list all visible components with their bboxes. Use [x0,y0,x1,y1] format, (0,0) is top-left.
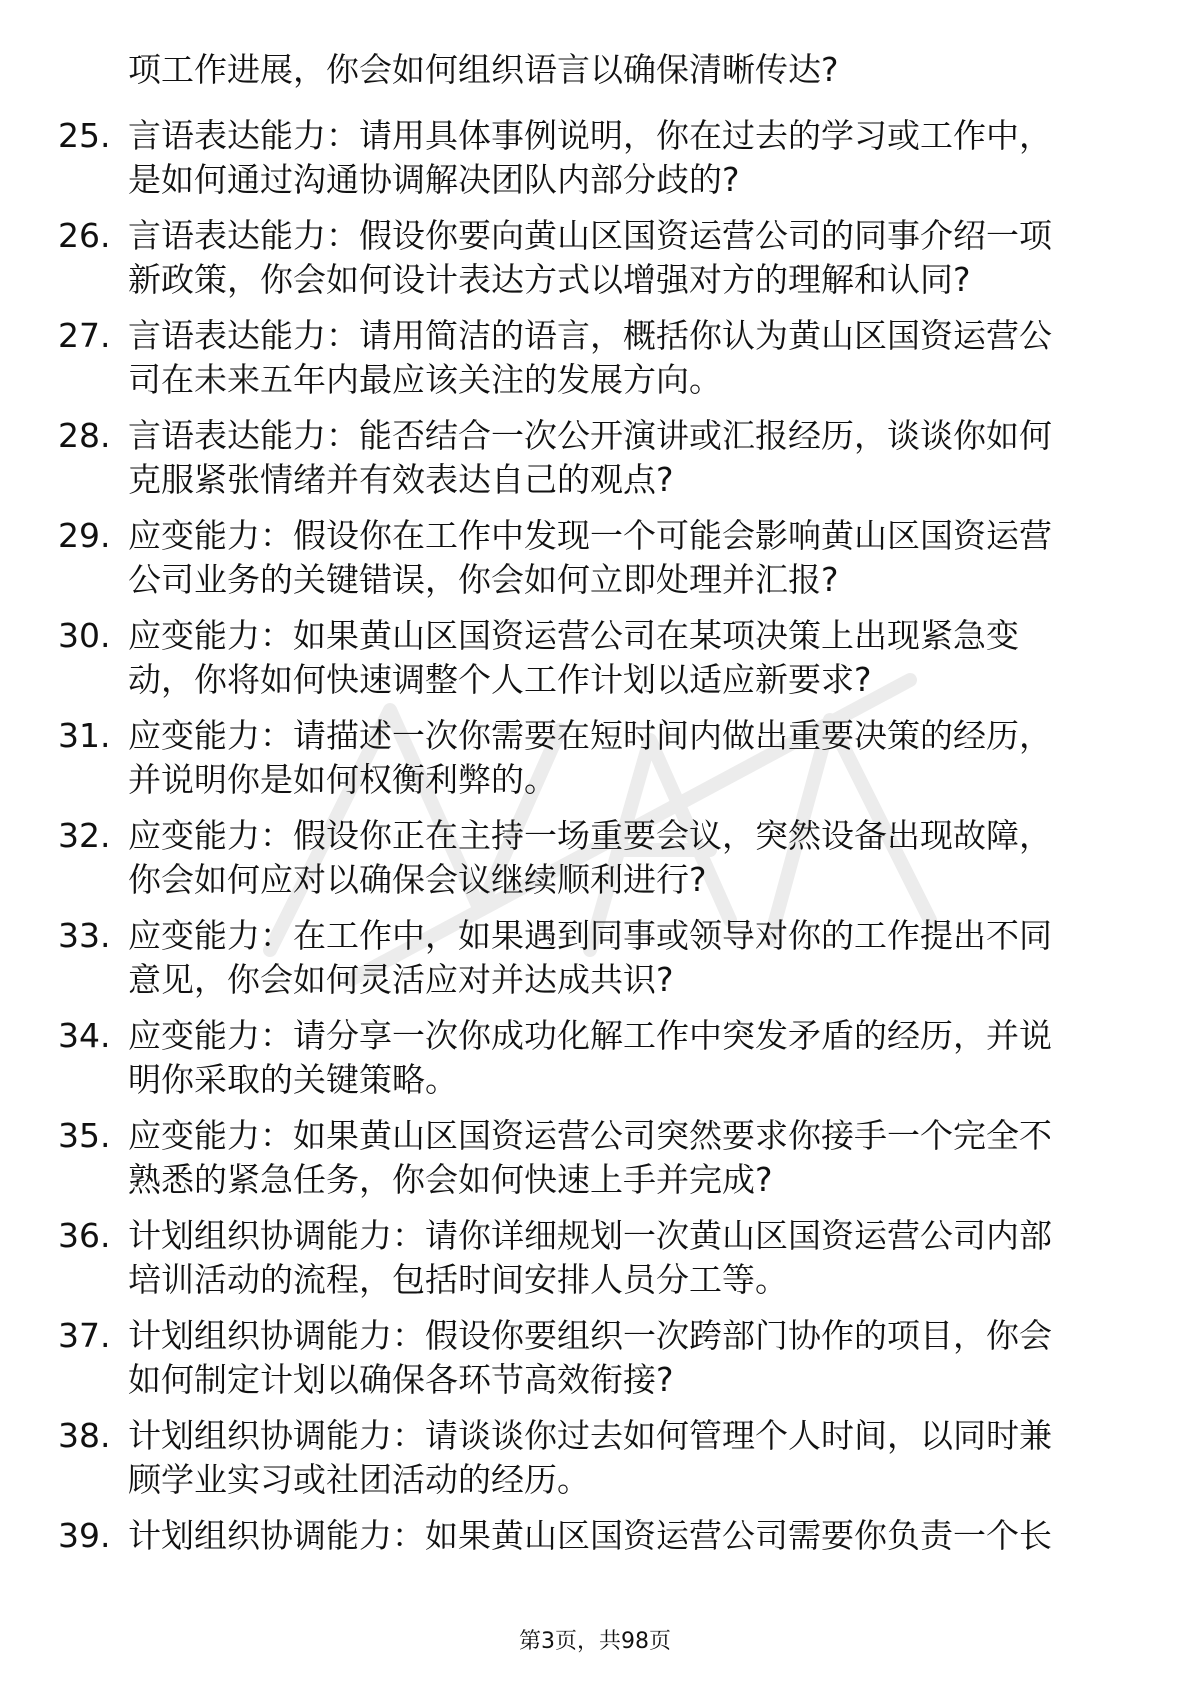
question-item [0,814,1190,914]
question-item [0,514,1190,614]
question-text-line: 应变能力：如果黄山区国资运营公司在某项决策上出现紧急变 [128,616,1019,655]
question-number: 30. [58,616,111,655]
question-number: 38. [58,1416,111,1455]
question-number: 34. [58,1016,111,1055]
question-number: 28. [58,416,111,455]
question-text-line: 应变能力：在工作中，如果遇到同事或领导对你的工作提出不同 [128,916,1052,955]
page-footer: 第3页，共98页 [519,1629,671,1654]
question-text-line: 如何制定计划以确保各环节高效衔接? [128,1360,674,1399]
question-item [0,1214,1190,1314]
question-list [0,114,1190,1614]
question-text-line: 应变能力：假设你在工作中发现一个可能会影响黄山区国资运营 [128,516,1052,555]
question-number: 39. [58,1516,111,1555]
question-number: 37. [58,1316,111,1355]
question-number: 27. [58,316,111,355]
question-text-line: 言语表达能力：请用具体事例说明，你在过去的学习或工作中， [128,116,1052,155]
question-text-line: 顾学业实习或社团活动的经历。 [128,1460,590,1499]
question-item [0,1114,1190,1214]
question-item [0,614,1190,714]
question-number: 31. [58,716,111,755]
question-text-line: 培训活动的流程，包括时间安排人员分工等。 [128,1260,788,1299]
question-number: 36. [58,1216,111,1255]
question-item [0,214,1190,314]
continuation-line: 项工作进展，你会如何组织语言以确保清晰传达? [128,50,839,89]
question-item [0,1414,1190,1514]
question-text-line: 应变能力：假设你正在主持一场重要会议，突然设备出现故障， [128,816,1052,855]
question-number: 33. [58,916,111,955]
question-text-line: 应变能力：请分享一次你成功化解工作中突发矛盾的经历，并说 [128,1016,1052,1055]
question-text-line: 动，你将如何快速调整个人工作计划以适应新要求? [128,660,872,699]
question-item [0,714,1190,814]
question-text-line: 新政策，你会如何设计表达方式以增强对方的理解和认同? [128,260,971,299]
question-number: 26. [58,216,111,255]
question-text-line: 意见，你会如何灵活应对并达成共识? [128,960,674,999]
question-item [0,1514,1190,1614]
question-text-line: 公司业务的关键错误，你会如何立即处理并汇报? [128,560,839,599]
question-text-line: 克服紧张情绪并有效表达自己的观点? [128,460,674,499]
question-item [0,1014,1190,1114]
question-text-line: 言语表达能力：能否结合一次公开演讲或汇报经历，谈谈你如何 [128,416,1052,455]
question-number: 35. [58,1116,111,1155]
question-number: 32. [58,816,111,855]
question-item [0,314,1190,414]
question-text-line: 熟悉的紧急任务，你会如何快速上手并完成? [128,1160,773,1199]
question-text-line: 是如何通过沟通协调解决团队内部分歧的? [128,160,740,199]
question-item [0,914,1190,1014]
question-text-line: 计划组织协调能力：如果黄山区国资运营公司需要你负责一个长 [128,1516,1052,1555]
question-item [0,114,1190,214]
question-text-line: 应变能力：如果黄山区国资运营公司突然要求你接手一个完全不 [128,1116,1052,1155]
question-text-line: 应变能力：请描述一次你需要在短时间内做出重要决策的经历， [128,716,1052,755]
question-text-line: 计划组织协调能力：请谈谈你过去如何管理个人时间，以同时兼 [128,1416,1052,1455]
question-text-line: 司在未来五年内最应该关注的发展方向。 [128,360,722,399]
question-number: 29. [58,516,111,555]
question-number: 25. [58,116,111,155]
question-text-line: 计划组织协调能力：请你详细规划一次黄山区国资运营公司内部 [128,1216,1052,1255]
question-item [0,1314,1190,1414]
question-text-line: 并说明你是如何权衡利弊的。 [128,760,557,799]
question-item [0,414,1190,514]
question-text-line: 明你采取的关键策略。 [128,1060,458,1099]
question-text-line: 你会如何应对以确保会议继续顺利进行? [128,860,707,899]
question-text-line: 言语表达能力：假设你要向黄山区国资运营公司的同事介绍一项 [128,216,1052,255]
question-text-line: 言语表达能力：请用简洁的语言，概括你认为黄山区国资运营公 [128,316,1052,355]
question-text-line: 计划组织协调能力：假设你要组织一次跨部门协作的项目，你会 [128,1316,1052,1355]
